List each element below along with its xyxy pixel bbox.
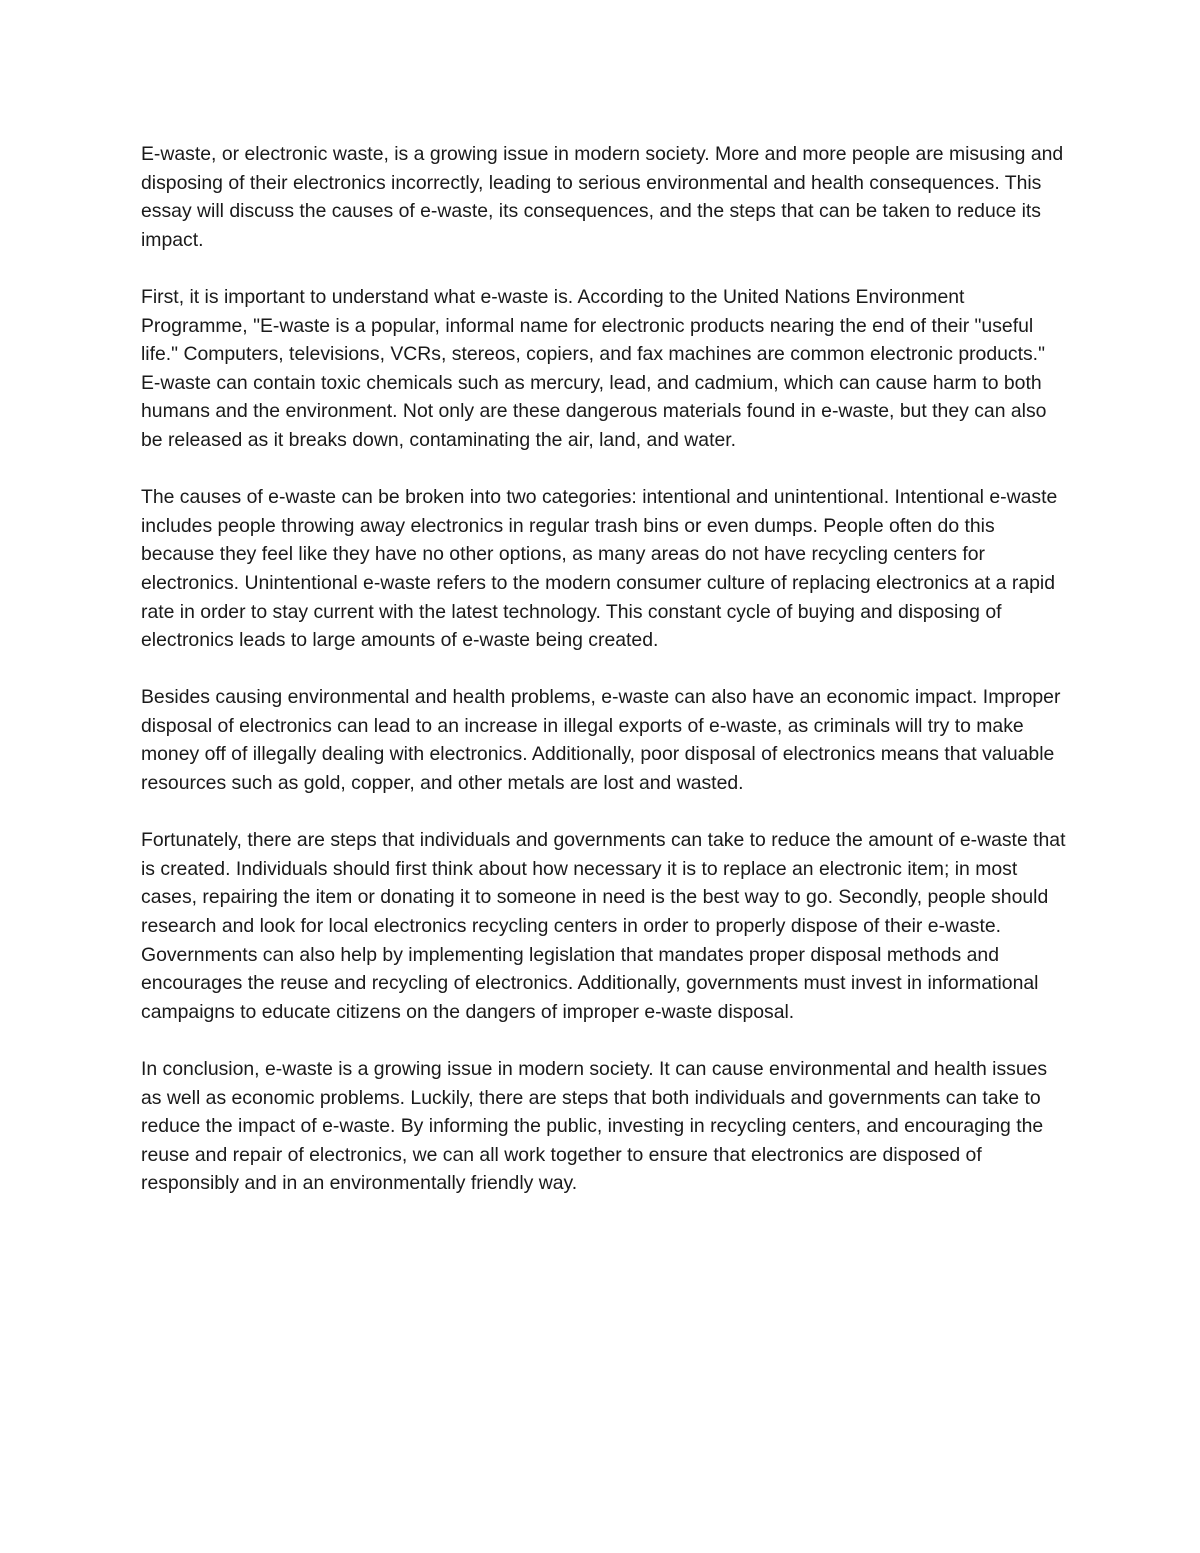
essay-body <box>141 140 1066 1227</box>
paragraph-definition: First, it is important to understand what e-waste is. According to the United Nations Environment Programme, "E-waste is a popular, informal name for electronic products nearing the end of their "useful life." Computers, televisions, VCRs, stereos, copiers, and fax machines are common electronic products." E-waste can contain toxic chemicals such as mercury, lead, and cadmium, which can cause harm to both humans and the environment. Not only are these dangerous materials found in e-waste, but they can also be released as it breaks down, contaminating the air, land, and water. <box>141 285 1047 451</box>
paragraph-causes: The causes of e-waste can be broken into two categories: intentional and unintentional. Intentional e-waste includes people throwing away electronics in regular trash bins or even dumps. People often do this because they feel like they have no other options, as many areas do not have recycling centers for electronics. Unintentional e-waste refers to the modern consumer culture of replacing electronics at a rapid rate in order to stay current with the latest technology. This constant cycle of buying and disposing of electronics leads to large amounts of e-waste being created. <box>141 486 1058 652</box>
paragraph-introduction: E-waste, or electronic waste, is a growing issue in modern society. More and more people are misusing and disposing of their electronics incorrectly, leading to serious environmental and health consequences. This essay will discuss the causes of e-waste, its consequences, and the steps that can be taken to reduce its impact. <box>141 143 1064 251</box>
paragraph-economic-impact: Besides causing environmental and health problems, e-waste can also have an economic impact. Improper disposal of electronics can lead to an increase in illegal exports of e-waste, as criminals will try to make money off of illegally dealing with electronics. Additionally, poor disposal of electronics means that valuable resources such as gold, copper, and other metals are lost and wasted. <box>141 686 1061 795</box>
paragraph-conclusion: In conclusion, e-waste is a growing issue in modern society. It can cause environmental and health issues as well as economic problems. Luckily, there are steps that both individuals and governments can take to reduce the impact of e-waste. By informing the public, investing in recycling centers, and encouraging the reuse and repair of electronics, we can all work together to ensure that electronics are disposed of responsibly and in an environmentally friendly way. <box>141 1058 1048 1195</box>
paragraph-solutions: Fortunately, there are steps that individuals and governments can take to reduce the amount of e-waste that is created. Individuals should first think about how necessary it is to replace an electronic item; in most cases, repairing the item or donating it to someone in need is the best way to go. Secondly, people should research and look for local electronics recycling centers in order to properly dispose of their e-waste. Governments can also help by implementing legislation that mandates proper disposal methods and encourages the reuse and recycling of electronics. Additionally, governments must invest in informational campaigns to educate citizens on the dangers of improper e-waste disposal. <box>141 829 1066 1023</box>
